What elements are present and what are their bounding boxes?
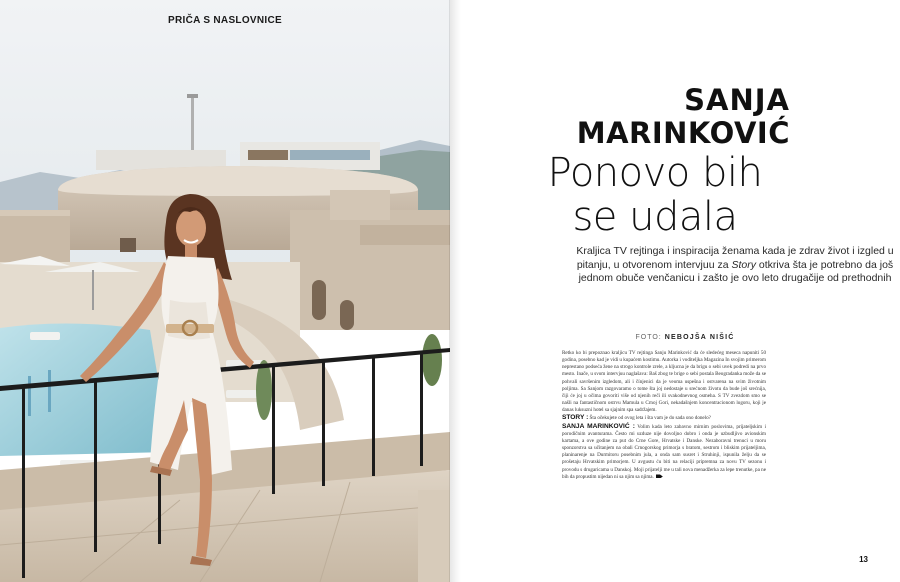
continue-arrow-icon bbox=[656, 474, 663, 478]
answer-text: Volim kada leto zabavno mirnim poslovima, prijateljskim i porodičnim avanturama. Često mi uzduze nije dovoljno dobro i onda je uzbudljivo avionskim kartama, a ove godine za put do Crne Gore, Hrvatske i Danske. Nezaboravni trenuci u moru sponzorstva sa učitanjem na obali Crnogorskog primorja s bratom, sestrom i bliskim prijateljima, planinarenje na Durmitoru posebnim jula, a onda sam susret i Struhinji, ispunila želju da se prošetaju Hrvatskim primorjem. U avgustu ću biti na relaciji pripremna za novu TV sezonu i provodu s drugaricama u Danskoj. Moji prijatelji me u tali nova menadžerka za lepe trenutke, pa ne bih da propustim nijedan ni sa njim sa njima. bbox=[562, 423, 766, 480]
name-last: MARINKOVIĆ bbox=[576, 116, 790, 150]
headline-line-1: Ponovo bih bbox=[547, 150, 763, 196]
article-page bbox=[450, 0, 900, 582]
article-standfirst bbox=[570, 245, 900, 286]
interview-question bbox=[562, 414, 766, 422]
standfirst-text-b: otkriva šta je potrebno da još jednom obuče venčanicu i zašto je ovo leto drugačije od prethodnih bbox=[578, 258, 894, 284]
interview-answer bbox=[562, 423, 766, 481]
celebrity-name bbox=[450, 83, 790, 150]
article-headline bbox=[510, 151, 800, 239]
photo-credit-name: NEBOJŠA NIŠIĆ bbox=[664, 334, 735, 341]
name-first: SANJA bbox=[684, 83, 790, 117]
answer-label: SANJA MARINKOVIĆ : bbox=[562, 422, 635, 430]
question-label: STORY : bbox=[562, 414, 589, 422]
standfirst-text-a: Kraljica TV rejtinga i inspiracija ženama kada je zdrav život i izgled u pitanju, u otvorenom intervjuu za bbox=[576, 245, 894, 271]
article-body bbox=[562, 350, 766, 481]
photo-credit-label: FOTO: bbox=[635, 334, 662, 341]
standfirst-magazine: Story bbox=[731, 258, 756, 271]
question-text: Šta očekujete od ovog leta i šta vam je do sada ono donelo? bbox=[588, 415, 711, 422]
headline-line-2: se udala bbox=[572, 194, 738, 240]
section-label: PRIČA S NASLOVNICE bbox=[168, 15, 282, 26]
photo-credit bbox=[600, 334, 770, 341]
body-intro: Retko ko bi prepoznao kraljicu TV rejtinga Sanju Marinković da će sledećeg meseca napuniti 50 godina, posebno kad je vidi u kupaćem kostimu. Autorka i voditeljka Magazina In svojim primerom neprestano podseća žene na strogo kontrole zrele, a kljucna je da brigu o sebi uvek podredi na prvo mesto. Inače, u svom intervjuu naglašava: Baš zbog te brige o sebi postala Beogradanka može da se pohvali savršenim izgledom, ali i čínjenici da je veoma uspešna i ostvarena na svim životnim poljima. Sa Sanjom razgovaramo o tome šta joj nedostaje u srećnom životu da bude još srećnija, čiji će joj u očima govoriti više od njenih reči ili svakodnevnog osmeha. S TV zvezdom smo se našli na fantastičnom ostrvu Mamula u Crnoj Gori, nekadašnjem koncentracionom logoru, koji je danas luksuzni hotel sa sjajnim spa sadržajem. bbox=[562, 350, 766, 414]
page-number: 13 bbox=[859, 555, 868, 564]
